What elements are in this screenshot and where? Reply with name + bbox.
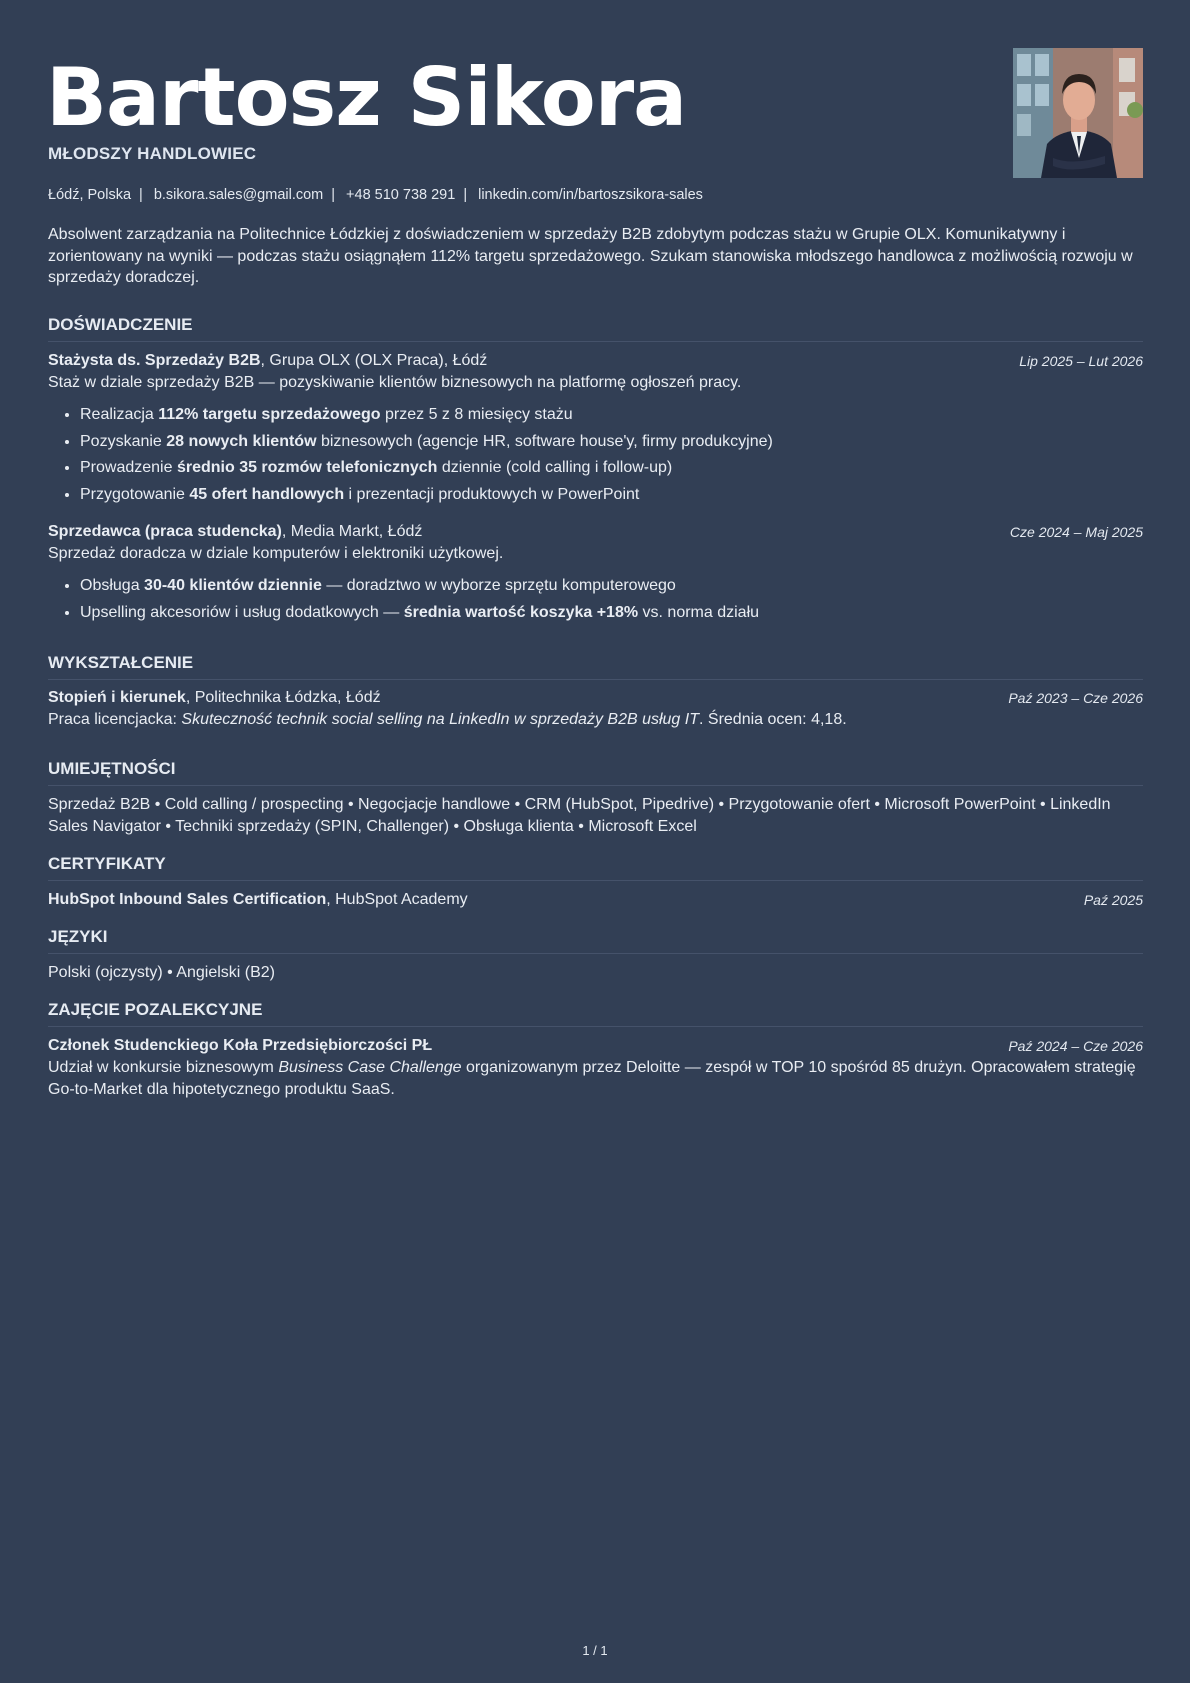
list-item: • Obsługa 30-40 klientów dziennie — doradztwo w wyborze sprzętu komputerowego	[80, 573, 1143, 600]
entry-organization: , Politechnika Łódzka, Łódź	[185, 689, 381, 706]
experience-entry	[48, 350, 1143, 508]
languages-list: Polski (ojczysty) • Angielski (B2)	[48, 964, 275, 981]
entry-title: Członek Studenckiego Koła Przedsiębiorczości PŁ	[48, 1037, 433, 1054]
entry-title: Stopień i kierunek	[48, 689, 186, 706]
entry-title: Sprzedawca (praca studencka)	[48, 523, 282, 540]
achievement-list	[48, 573, 1143, 626]
profile-summary: Absolwent zarządzania na Politechnice Łódzkiej z doświadczeniem w sprzedaży B2B zdobytym podczas stażu w Grupie OLX. Komunikatywny i zorientowany na wyniki — podczas stażu osiągnąłem 112% targetu sprzedażowego. Szukam stanowiska młodszego handlowca z możliwością rozwoju w sprzedaży doradczej.	[48, 226, 1133, 286]
entry-organization: , HubSpot Academy	[326, 891, 468, 908]
entry-header	[48, 687, 1143, 709]
separator: |	[331, 187, 336, 203]
linkedin-link[interactable]: linkedin.com/in/bartoszsikora-sales	[478, 187, 703, 203]
entry-description: Staż w dziale sprzedaży B2B — pozyskiwanie klientów biznesowych na platformę ogłoszeń pracy.	[48, 374, 742, 391]
list-item: • Przygotowanie 45 ofert handlowych i prezentacji produktowych w PowerPoint	[80, 482, 1143, 509]
skills-list: Sprzedaż B2B • Cold calling / prospecting • Negocjacje handlowe • CRM (HubSpot, Pipedrive) • Przygotowanie ofert • Microsoft PowerPoint • LinkedIn Sales Navigator • Techniki sprzedaży (SPIN, Challenger) • Obsługa klienta • Microsoft Excel	[48, 796, 1111, 835]
section-education-title: WYKSZTAŁCENIE	[48, 653, 1143, 680]
education-entry	[48, 687, 1143, 731]
section-certificates-title: CERTYFIKATY	[48, 854, 1143, 881]
entry-organization: , Grupa OLX (OLX Praca), Łódź	[260, 352, 488, 369]
entry-description: Praca licencjacka: Skuteczność technik social selling na LinkedIn w sprzedaży B2B usług IT. Średnia ocen: 4,18.	[48, 711, 847, 728]
list-item: • Pozyskanie 28 nowych klientów biznesowych (agencje HR, software house'y, firmy produkcyjne)	[80, 429, 1143, 456]
section-skills-title: UMIEJĘTNOŚCI	[48, 759, 1143, 786]
email-link[interactable]: b.sikora.sales@gmail.com	[153, 187, 324, 203]
extracurricular-entry	[48, 1035, 1143, 1101]
list-item: • Prowadzenie średnio 35 rozmów telefonicznych dziennie (cold calling i follow-up)	[80, 455, 1143, 482]
entry-organization: , Media Markt, Łódź	[281, 523, 423, 540]
entry-header	[48, 1035, 1143, 1057]
entry-date: Cze 2024 – Maj 2025	[1009, 524, 1143, 540]
entry-title: HubSpot Inbound Sales Certification	[48, 891, 327, 908]
contact-line	[48, 187, 703, 203]
job-title: MŁODSZY HANDLOWIEC	[48, 144, 257, 163]
section-extracurricular-title: ZAJĘCIE POZALEKCYJNE	[48, 1000, 1143, 1027]
list-item: • Realizacja 112% targetu sprzedażowego przez 5 z 8 miesięcy stażu	[80, 402, 1143, 429]
list-item: • Upselling akcesoriów i usług dodatkowych — średnia wartość koszyka +18% vs. norma działu	[80, 600, 1143, 627]
profile-photo	[1013, 48, 1143, 178]
section-languages-title: JĘZYKI	[48, 927, 1143, 954]
experience-entry	[48, 521, 1143, 626]
phone-text: +48 510 738 291	[346, 187, 456, 203]
entry-date: Paź 2023 – Cze 2026	[1008, 690, 1143, 706]
separator: |	[463, 187, 468, 203]
page-number: 1 / 1	[582, 1643, 608, 1658]
entry-header	[48, 521, 1143, 543]
entry-title: Stażysta ds. Sprzedaży B2B	[48, 352, 261, 369]
entry-date: Paź 2024 – Cze 2026	[1008, 1038, 1143, 1054]
entry-header	[48, 889, 1143, 911]
entry-description: Sprzedaż doradcza w dziale komputerów i elektroniki użytkowej.	[48, 545, 504, 562]
entry-date: Lip 2025 – Lut 2026	[1019, 353, 1143, 369]
candidate-name: Bartosz Sikora	[46, 51, 687, 144]
entry-date: Paź 2025	[1083, 892, 1143, 908]
entry-header	[48, 350, 1143, 372]
entry-description: Udział w konkursie biznesowym Business Case Challenge organizowanym przez Deloitte — zespół w TOP 10 spośród 85 drużyn. Opracowałem strategię Go-to-Market dla hipotetycznego produktu SaaS.	[48, 1059, 1136, 1098]
certificate-entry	[48, 889, 1143, 911]
portrait-image	[1013, 48, 1143, 178]
achievement-list	[48, 402, 1143, 508]
separator: |	[139, 187, 143, 203]
section-experience-title: DOŚWIADCZENIE	[48, 315, 1143, 342]
location-text: Łódź, Polska	[48, 187, 132, 203]
